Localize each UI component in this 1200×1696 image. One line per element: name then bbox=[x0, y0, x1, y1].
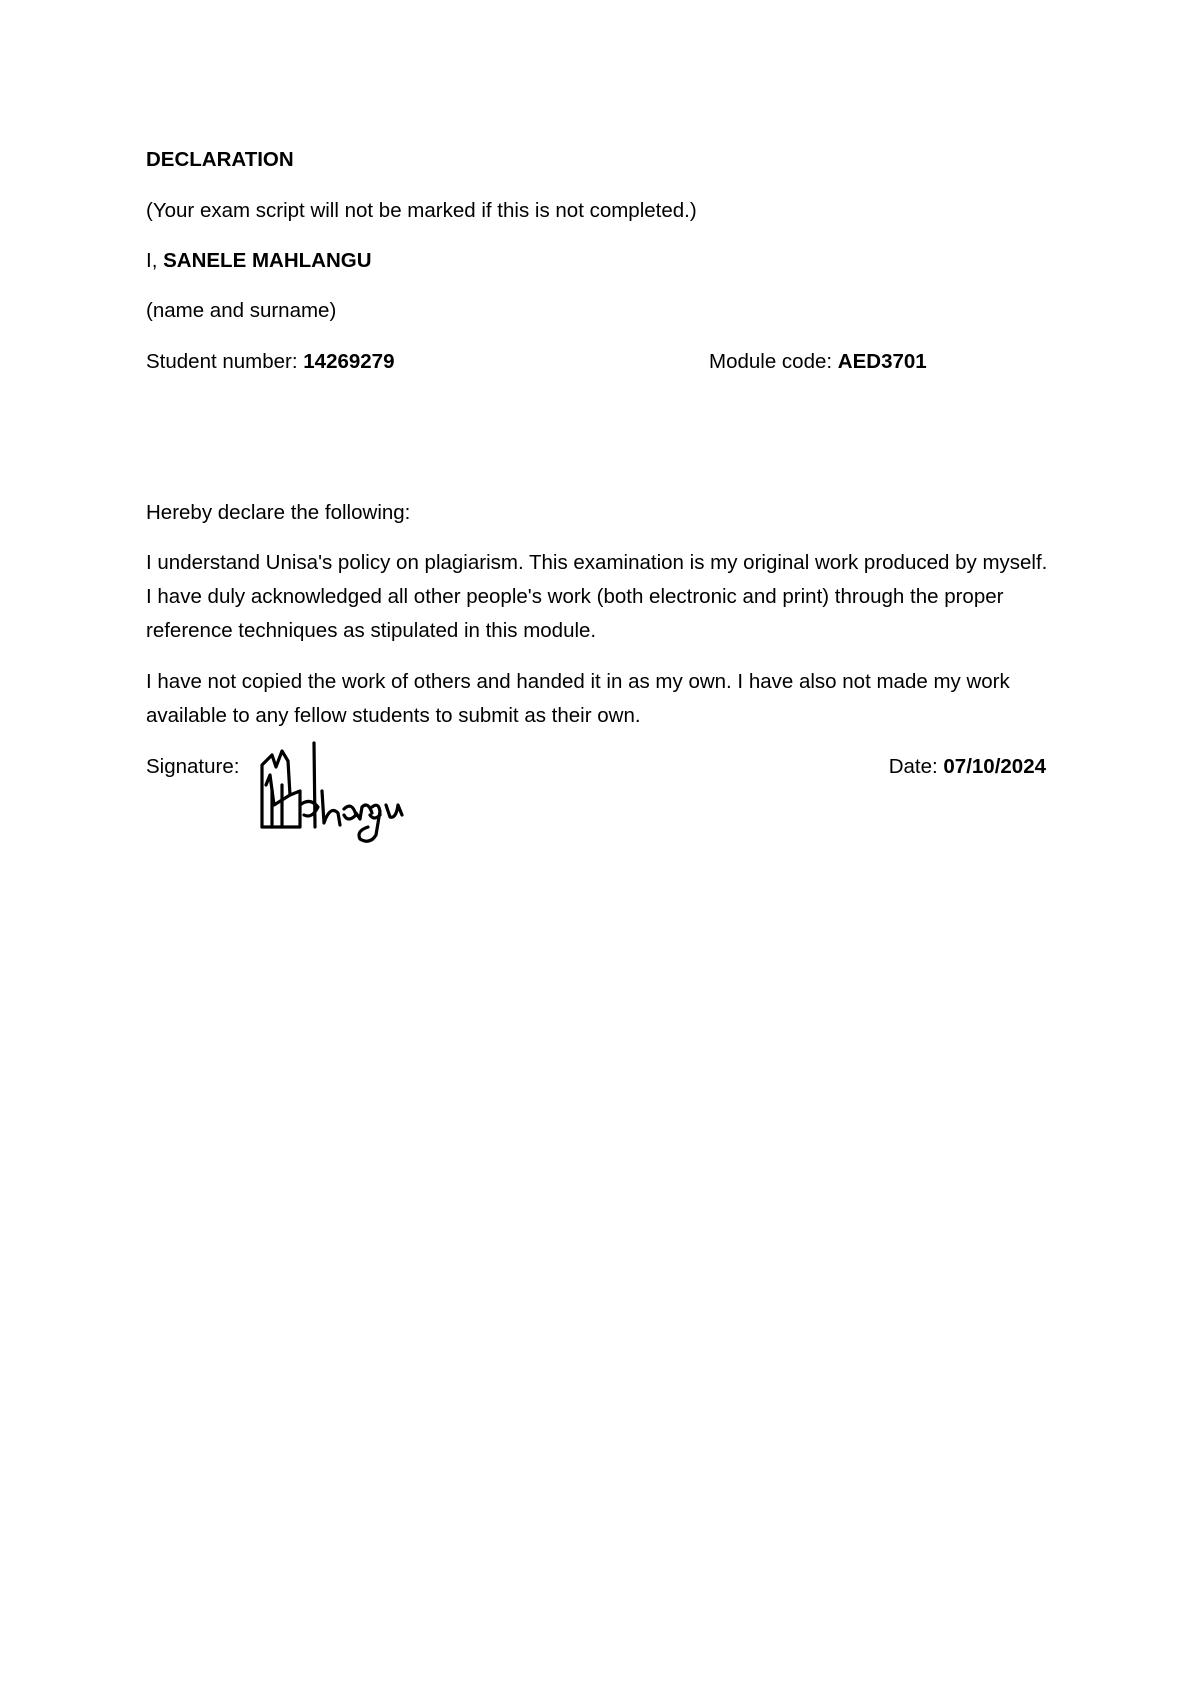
declaration-paragraph-2: I have not copied the work of others and handed it in as my own. I have also not made my work available to any fellow students to submit as their own. bbox=[146, 670, 1010, 727]
student-number-label: Student number: bbox=[146, 350, 304, 373]
handwritten-signature bbox=[252, 735, 412, 847]
student-number-value: 14269279 bbox=[303, 350, 395, 373]
name-line bbox=[146, 244, 372, 278]
name-prefix: I, bbox=[146, 249, 164, 272]
declaration-paragraph-1: I understand Unisa's policy on plagiarism. This examination is my original work produced by myself. I have duly acknowledged all other people's work (both electronic and print) through the proper reference techniques as stipulated in this module. bbox=[146, 551, 1048, 642]
identifiers-row bbox=[146, 345, 1046, 379]
completion-notice: (Your exam script will not be marked if this is not completed.) bbox=[146, 199, 697, 222]
student-name: SANELE MAHLANGU bbox=[163, 249, 372, 272]
student-number-field bbox=[146, 350, 394, 373]
module-code-label: Module code: bbox=[709, 350, 838, 373]
date-field bbox=[889, 750, 1046, 784]
name-hint: (name and surname) bbox=[146, 299, 337, 322]
date-value: 07/10/2024 bbox=[943, 755, 1046, 778]
signature-label: Signature: bbox=[146, 755, 240, 778]
module-code-value: AED3701 bbox=[837, 350, 927, 373]
declaration-intro: Hereby declare the following: bbox=[146, 501, 411, 524]
date-label: Date: bbox=[888, 755, 944, 778]
module-code-field bbox=[709, 345, 927, 379]
page-title: DECLARATION bbox=[146, 148, 294, 171]
